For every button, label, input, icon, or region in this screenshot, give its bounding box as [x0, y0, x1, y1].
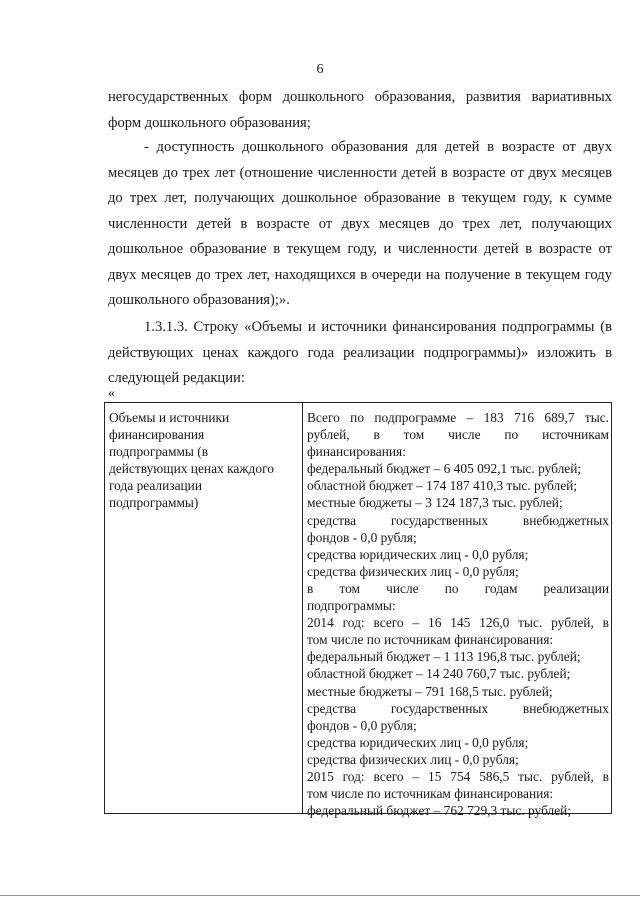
paragraph-amendment: 1.3.1.3. Строку «Объемы и источники финансирования подпрограммы (в действующих ценах каждого года реализации подпрограммы)» изложить в следующей редакции: — [108, 319, 612, 386]
table-financing-line: в том числе по годам реализации — [307, 580, 609, 596]
table-financing-line: средства государственных внебюджетных — [307, 512, 609, 528]
table-financing-line: Всего по подпрограмме – 183 716 689,7 тыс. — [307, 410, 609, 425]
table-financing-line: средства государственных внебюджетных — [307, 700, 609, 716]
table-financing-line: областной бюджет – 174 187 410,3 тыс. рублей; — [307, 478, 578, 494]
table-financing-line: финансирования: — [307, 444, 406, 460]
table-cell-financing — [303, 403, 611, 819]
table-heading-line: подпрограммы) — [109, 495, 199, 511]
table-heading-line: Объемы и источники — [109, 410, 230, 425]
table-financing-line: местные бюджеты – 3 124 187,3 тыс. рублей; — [307, 495, 563, 511]
table-financing-line: том числе по источникам финансирования: — [307, 786, 554, 802]
paragraph-accessibility-indicator: - доступность дошкольного образования для детей в возрасте от двух месяцев до трех лет (отношение численности детей в возрасте от двух месяцев до трех лет, получающих дошкольное образование в текущем году, к сумме численности детей в возрасте от двух месяцев до трех лет, получающих дошкольное образование в текущем году, и численности детей в возрасте от двух месяцев до трех лет, находящихся в очереди на получение в текущем году дошкольного образования);». — [108, 139, 612, 308]
table-financing-line: федеральный бюджет – 762 729,3 тыс. рублей; — [307, 803, 572, 819]
table-financing-line: средства физических лиц - 0,0 рубля; — [307, 751, 519, 767]
table-financing-line: том числе по источникам финансирования: — [307, 632, 554, 648]
table-heading-line: действующих ценах каждого — [109, 461, 274, 477]
table-financing-line: федеральный бюджет – 1 113 196,8 тыс. рублей; — [307, 649, 581, 665]
opening-quote: « — [108, 386, 115, 401]
page-bottom-rule — [0, 895, 640, 896]
financing-table — [104, 402, 612, 819]
page-number: 6 — [316, 62, 324, 77]
table-heading-line: подпрограммы (в — [109, 444, 209, 460]
table-financing-line: областной бюджет – 14 240 760,7 тыс. рублей; — [307, 666, 571, 682]
table-financing-line: средства юридических лиц - 0,0 рубля; — [307, 546, 529, 562]
table-financing-line: местные бюджеты – 791 168,5 тыс. рублей; — [307, 683, 553, 699]
table-financing-line: 2015 год: всего – 15 754 586,5 тыс. рублей, в — [307, 768, 609, 784]
paragraph-continuation: негосударственных форм дошкольного образования, развития вариативных форм дошкольного образования; — [108, 89, 612, 131]
table-financing-line: рублей, в том числе по источникам — [307, 427, 609, 443]
table-heading-line: финансирования — [109, 427, 205, 443]
table-financing-line: средства юридических лиц - 0,0 рубля; — [307, 734, 529, 750]
table-financing-line: 2014 год: всего – 16 145 126,0 тыс. рублей, в — [307, 615, 609, 631]
table-financing-line: фондов - 0,0 рубля; — [307, 529, 417, 545]
table-financing-line: подпрограммы: — [307, 598, 396, 614]
table-financing-line: средства физических лиц - 0,0 рубля; — [307, 563, 519, 579]
table-heading-line: года реализации — [109, 478, 203, 494]
table-financing-line: фондов - 0,0 рубля; — [307, 717, 417, 733]
table-financing-line: федеральный бюджет – 6 405 092,1 тыс. рублей; — [307, 461, 582, 477]
table-cell-heading — [105, 403, 303, 813]
